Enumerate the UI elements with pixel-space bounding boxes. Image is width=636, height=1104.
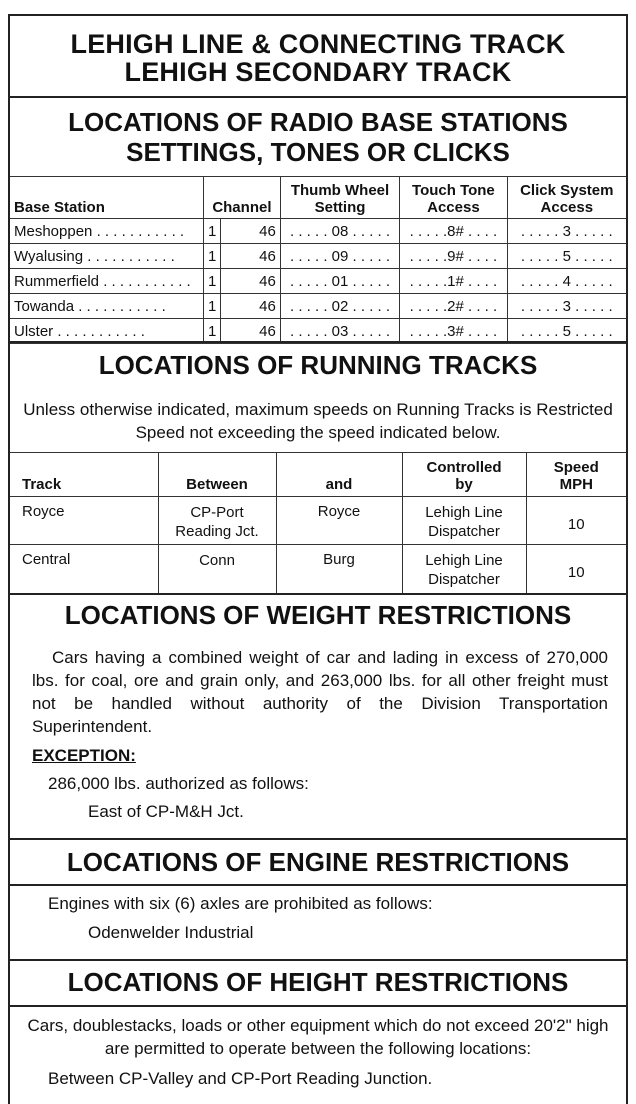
radio-title-line2: SETTINGS, TONES OR CLICKS <box>126 137 510 167</box>
table-row <box>10 219 626 244</box>
and-value: Royce <box>276 497 402 545</box>
channel-a: 1 <box>204 319 221 344</box>
divider <box>10 1005 626 1007</box>
exception-label: EXCEPTION: <box>32 746 136 765</box>
col-and: and <box>276 453 402 497</box>
col-controlled-by: Controlled by <box>402 453 526 497</box>
channel-a: 1 <box>204 294 221 319</box>
radio-table <box>10 176 626 344</box>
click-access-value: . . . . . 3 . . . . . <box>507 219 626 244</box>
thumb-wheel-value: . . . . . 09 . . . . . <box>280 244 399 269</box>
between-value: CP-Port Reading Jct. <box>158 497 276 545</box>
channel-b: 46 <box>221 244 280 269</box>
engine-title: LOCATIONS OF ENGINE RESTRICTIONS <box>66 847 570 877</box>
table-row <box>10 319 626 344</box>
divider <box>10 884 626 886</box>
height-text: Cars, doublestacks, loads or other equipment which do not exceed 20'2" high are permitted to operate between the following locations: <box>27 1016 609 1058</box>
station-name: Towanda . . . . . . . . . . . <box>10 294 204 319</box>
table-row <box>10 497 626 545</box>
timetable-page <box>8 14 628 1104</box>
station-name: Wyalusing . . . . . . . . . . . <box>10 244 204 269</box>
header-line2: LEHIGH SECONDARY TRACK <box>124 57 512 87</box>
engine-location: Odenwelder Industrial <box>88 923 254 942</box>
col-between: Between <box>158 453 276 497</box>
weight-text: Cars having a combined weight of car and lading in excess of 270,000 lbs. for coal, ore and grain only, and 263,000 lbs. for all other freight must not be handled without authority of the Division Transportation Superintendent. <box>32 648 608 736</box>
divider <box>10 341 626 343</box>
divider <box>10 96 626 98</box>
channel-a: 1 <box>204 269 221 294</box>
controlled-by-value: Lehigh Line Dispatcher <box>402 545 526 593</box>
divider <box>10 593 626 595</box>
channel-b: 46 <box>221 319 280 344</box>
click-access-value: . . . . . 4 . . . . . <box>507 269 626 294</box>
divider <box>10 959 626 961</box>
table-row <box>10 269 626 294</box>
height-title: LOCATIONS OF HEIGHT RESTRICTIONS <box>67 967 569 997</box>
station-name: Rummerfield . . . . . . . . . . . <box>10 269 204 294</box>
speed-value: 10 <box>567 563 585 581</box>
channel-b: 46 <box>221 294 280 319</box>
touch-tone-value: . . . . .3# . . . . <box>400 319 507 344</box>
channel-b: 46 <box>221 269 280 294</box>
station-name: Meshoppen . . . . . . . . . . . <box>10 219 204 244</box>
touch-tone-value: . . . . .8# . . . . <box>400 219 507 244</box>
thumb-wheel-value: . . . . . 01 . . . . . <box>280 269 399 294</box>
click-access-value: . . . . . 5 . . . . . <box>507 244 626 269</box>
speed-value: 10 <box>567 515 585 533</box>
touch-tone-value: . . . . .2# . . . . <box>400 294 507 319</box>
exception-text: 286,000 lbs. authorized as follows: <box>48 774 309 793</box>
track-name: Royce <box>10 497 158 545</box>
channel-b: 46 <box>221 219 280 244</box>
channel-a: 1 <box>204 219 221 244</box>
running-header-row <box>10 453 626 497</box>
weight-title: LOCATIONS OF WEIGHT RESTRICTIONS <box>64 600 572 630</box>
radio-header-row <box>10 177 626 219</box>
radio-title-line1: LOCATIONS OF RADIO BASE STATIONS <box>68 107 568 137</box>
engine-text: Engines with six (6) axles are prohibited as follows: <box>48 894 433 913</box>
channel-a: 1 <box>204 244 221 269</box>
col-click-system: Click System Access <box>507 177 626 219</box>
exception-location: East of CP-M&H Jct. <box>88 802 244 821</box>
height-location: Between CP-Valley and CP-Port Reading Junction. <box>48 1069 433 1088</box>
col-thumb-wheel: Thumb Wheel Setting <box>280 177 399 219</box>
click-access-value: . . . . . 3 . . . . . <box>507 294 626 319</box>
col-channel: Channel <box>204 177 281 219</box>
col-base-station: Base Station <box>10 177 204 219</box>
table-row <box>10 244 626 269</box>
col-touch-tone: Touch Tone Access <box>400 177 507 219</box>
table-row <box>10 545 626 593</box>
touch-tone-value: . . . . .1# . . . . <box>400 269 507 294</box>
thumb-wheel-value: . . . . . 08 . . . . . <box>280 219 399 244</box>
running-title: LOCATIONS OF RUNNING TRACKS <box>98 350 538 380</box>
station-name: Ulster . . . . . . . . . . . <box>10 319 204 344</box>
running-table <box>10 452 626 593</box>
header-line1: LEHIGH LINE & CONNECTING TRACK <box>70 29 566 59</box>
thumb-wheel-value: . . . . . 03 . . . . . <box>280 319 399 344</box>
running-intro: Unless otherwise indicated, maximum speeds on Running Tracks is Restricted Speed not exceeding the speed indicated below. <box>23 400 613 442</box>
thumb-wheel-value: . . . . . 02 . . . . . <box>280 294 399 319</box>
and-value: Burg <box>276 545 402 593</box>
track-name: Central <box>10 545 158 593</box>
click-access-value: . . . . . 5 . . . . . <box>507 319 626 344</box>
controlled-by-value: Lehigh Line Dispatcher <box>402 497 526 545</box>
touch-tone-value: . . . . .9# . . . . <box>400 244 507 269</box>
col-speed: Speed MPH <box>553 459 599 493</box>
col-track: Track <box>10 453 158 497</box>
divider <box>10 838 626 840</box>
between-value: Conn <box>158 545 276 593</box>
table-row <box>10 294 626 319</box>
